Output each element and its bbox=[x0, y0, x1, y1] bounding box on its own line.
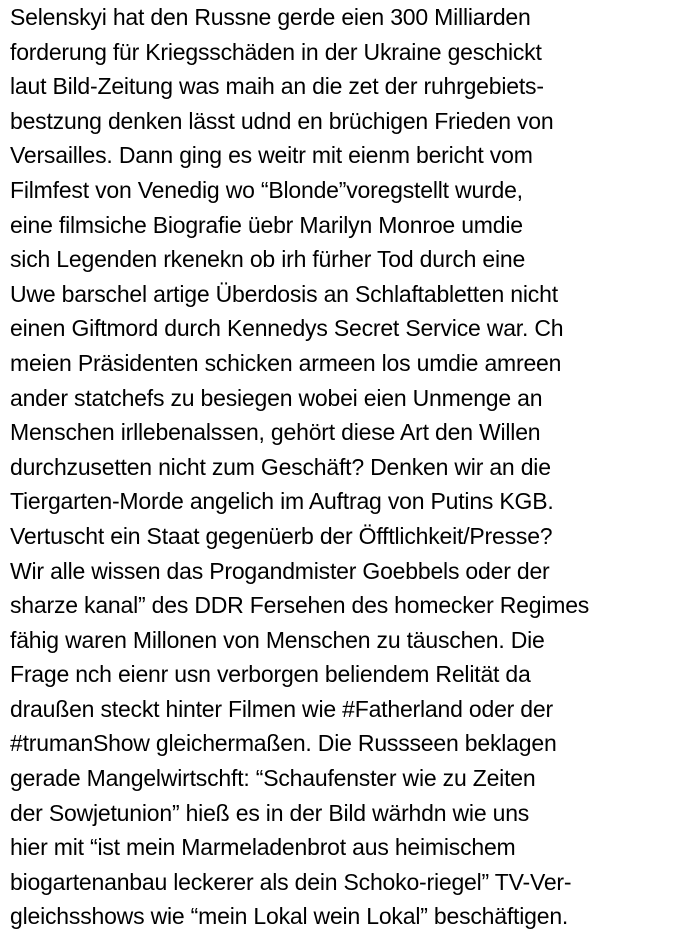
text-line: bestzung denken lässt udnd en brüchigen Frieden von bbox=[10, 107, 554, 134]
text-line: eine filmsiche Biografie üebr Marilyn Monroe umdie bbox=[10, 211, 523, 238]
body-text bbox=[10, 0, 680, 934]
text-line: Selenskyi hat den Russne gerde eien 300 Milliarden bbox=[10, 4, 531, 30]
text-line: biogartenanbau leckerer als dein Schoko-riegel” TV-Ver- bbox=[10, 868, 572, 895]
text-line: sharze kanal” des DDR Fersehen des homecker Regimes bbox=[10, 592, 590, 619]
text-line: durchzusetten nicht zum Geschäft? Denken wir an die bbox=[10, 453, 551, 480]
text-line: Vertuscht ein Staat gegenüerb der Öfftlichkeit/Presse? bbox=[10, 522, 553, 549]
text-line: gerade Mangelwirtschft: “Schaufenster wie zu Zeiten bbox=[10, 765, 536, 792]
text-line: hier mit “ist mein Marmeladenbrot aus heimischem bbox=[10, 834, 516, 861]
text-line: ander statchefs zu besiegen wobei eien Unmenge an bbox=[10, 384, 543, 411]
text-line: #trumanShow gleichermaßen. Die Russseen beklagen bbox=[10, 730, 557, 757]
text-line: Filmfest von Venedig wo “Blonde”voregstellt wurde, bbox=[10, 176, 523, 203]
text-line: Menschen irllebenalssen, gehört diese Art den Willen bbox=[10, 419, 541, 446]
text-line: Versailles. Dann ging es weitr mit eienm bericht vom bbox=[10, 142, 533, 169]
text-line: laut Bild-Zeitung was maih an die zet der ruhrgebiets- bbox=[10, 73, 544, 100]
text-line: Wir alle wissen das Progandmister Goebbels oder der bbox=[10, 557, 550, 584]
text-line: Uwe barschel artige Überdosis an Schlaftabletten nicht bbox=[10, 280, 558, 307]
text-line: sich Legenden rkenekn ob irh fürher Tod durch eine bbox=[10, 246, 526, 273]
text-line: gleichsshows wie “mein Lokal wein Lokal” beschäftigen. bbox=[10, 903, 569, 930]
text-line: Frage nch eienr usn verborgen beliendem Relität da bbox=[10, 661, 531, 688]
text-line: der Sowjetunion” hieß es in der Bild wärhdn wie uns bbox=[10, 799, 530, 826]
text-line: meien Präsidenten schicken armeen los umdie amreen bbox=[10, 349, 562, 376]
text-line: Tiergarten-Morde angelich im Auftrag von Putins KGB. bbox=[10, 488, 554, 515]
text-line: einen Giftmord durch Kennedys Secret Service war. Ch bbox=[10, 315, 564, 342]
text-line: forderung für Kriegsschäden in der Ukraine geschickt bbox=[10, 38, 542, 65]
text-line: fähig waren Millonen von Menschen zu täuschen. Die bbox=[10, 626, 545, 653]
text-line: draußen steckt hinter Filmen wie #Fatherland oder der bbox=[10, 695, 553, 722]
